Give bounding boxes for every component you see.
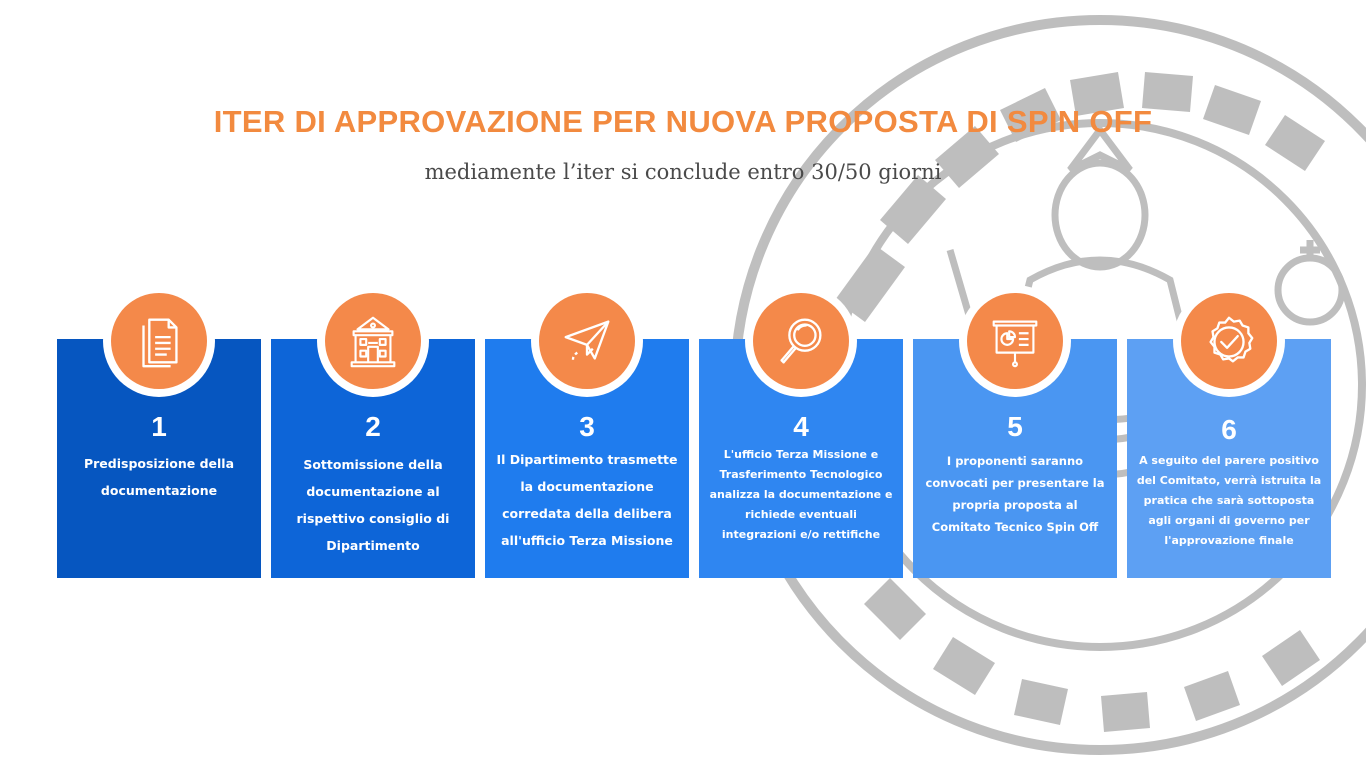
step-description: Predisposizione della documentazione: [83, 456, 235, 498]
icon-badge: [317, 285, 429, 397]
step-number: 1: [151, 411, 167, 442]
icon-badge: [103, 285, 215, 397]
page-title: ITER DI APPROVAZIONE PER NUOVA PROPOSTA DI SPIN OFF: [213, 104, 1153, 139]
building-icon: [342, 310, 404, 372]
step-number: 3: [579, 411, 595, 442]
icon-badge: [531, 285, 643, 397]
step-card-1: [57, 339, 261, 578]
step-card-6: [1127, 339, 1331, 578]
step-description: Il Dipartimento trasmette la documentazione corredata della delibera all'ufficio Terza Missione: [496, 452, 678, 548]
step-card-2: [271, 339, 475, 578]
icon-badge: [959, 285, 1071, 397]
step-description: L'ufficio Terza Missione e Trasferimento Tecnologico analizza la documentazione e richiede eventuali integrazioni e/o rettifiche: [709, 448, 893, 541]
step-number: 6: [1221, 414, 1237, 445]
step-number: 2: [365, 411, 381, 442]
icon-badge: [745, 285, 857, 397]
magnifier-icon: [770, 310, 832, 372]
step-number: 5: [1007, 411, 1023, 442]
step-description: A seguito del parere positivo del Comitato, verrà istruita la pratica che sarà sottoposta agli organi di governo per l'approvazione finale: [1136, 454, 1322, 547]
icon-badge: [1173, 285, 1285, 397]
paper-plane-icon: [556, 310, 618, 372]
presentation-icon: [984, 310, 1046, 372]
step-card-5: [913, 339, 1117, 578]
document-icon: [128, 310, 190, 372]
page-subtitle: mediamente l’iter si conclude entro 30/50 giorni: [424, 160, 942, 184]
step-card-4: [699, 339, 903, 578]
step-description: I proponenti saranno convocati per presentare la propria proposta al Comitato Tecnico Spin Off: [925, 454, 1105, 534]
step-card-3: [485, 339, 689, 578]
approval-badge-icon: [1198, 310, 1260, 372]
step-description: Sottomissione della documentazione al rispettivo consiglio di Dipartimento: [296, 457, 450, 553]
step-number: 4: [793, 411, 809, 442]
